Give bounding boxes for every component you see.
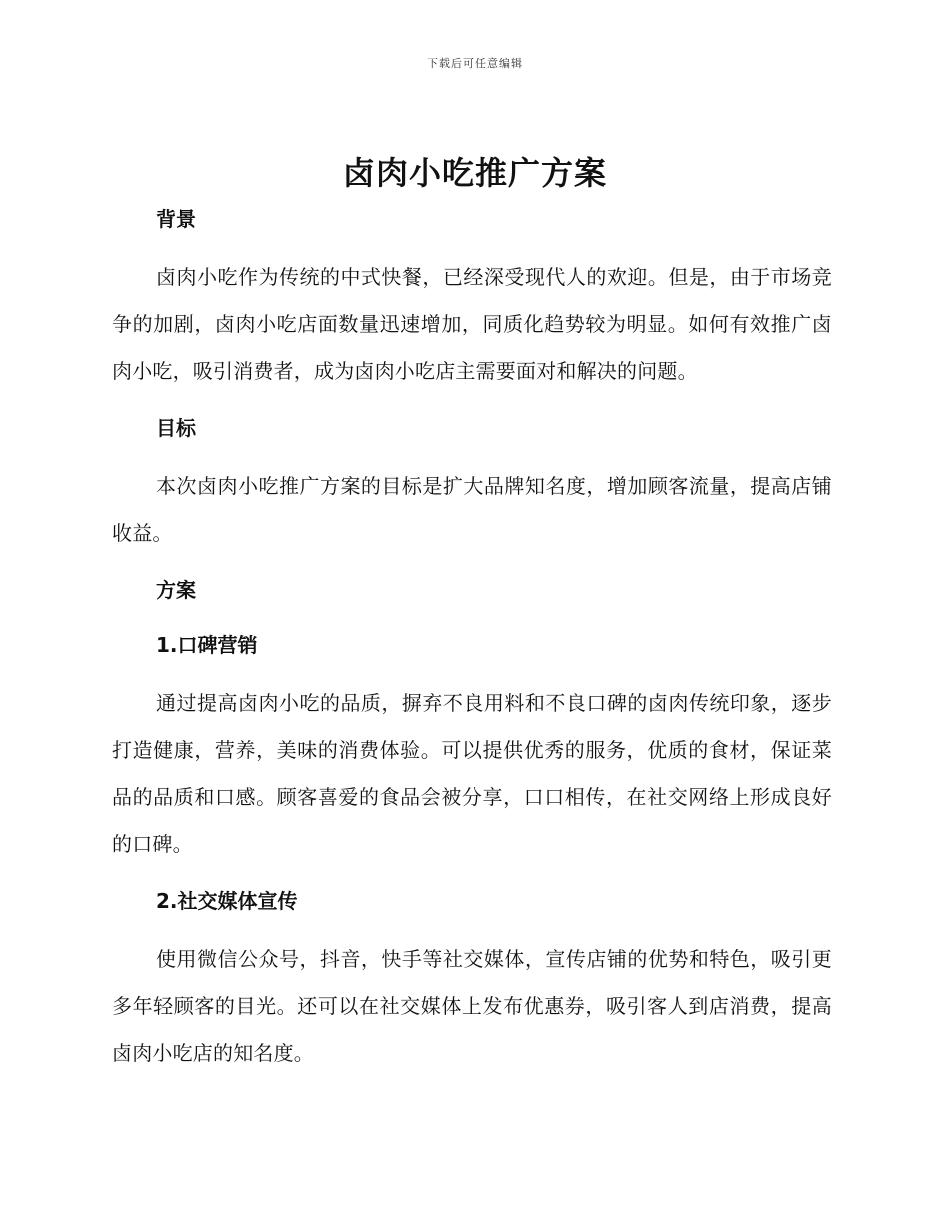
document-title: 卤肉小吃推广方案 [342, 154, 607, 192]
paragraph-social-media: 使用微信公众号，抖音，快手等社交媒体，宣传店铺的优势和特色，吸引更多年轻顾客的目光。还可以在社交媒体上发布优惠券，吸引客人到店消费，提高卤肉小吃店的知名度。 [112, 947, 832, 1065]
section-heading-background: 背景 [156, 207, 196, 231]
paragraph-goal: 本次卤肉小吃推广方案的目标是扩大品牌知名度，增加顾客流量，提高店铺收益。 [112, 474, 832, 545]
section-heading-social-media: 2.社交媒体宣传 [156, 889, 298, 913]
page-header-note: 下载后可任意编辑 [427, 57, 523, 70]
document-body [112, 205, 832, 1077]
section-heading-plan: 方案 [156, 578, 196, 602]
section-heading-word-of-mouth: 1.口碑营销 [156, 633, 258, 657]
section-heading-goal: 目标 [156, 416, 196, 440]
paragraph-word-of-mouth: 通过提高卤肉小吃的品质，摒弃不良用料和不良口碑的卤肉传统印象，逐步打造健康，营养，美味的消费体验。可以提供优秀的服务，优质的食材，保证菜品的品质和口感。顾客喜爱的食品会被分享，口口相传，在社交网络上形成良好的口碑。 [112, 691, 832, 856]
paragraph-background: 卤肉小吃作为传统的中式快餐，已经深受现代人的欢迎。但是，由于市场竞争的加剧，卤肉小吃店面数量迅速增加，同质化趋势较为明显。如何有效推广卤肉小吃，吸引消费者，成为卤肉小吃店主需要面对和解决的问题。 [112, 265, 832, 383]
